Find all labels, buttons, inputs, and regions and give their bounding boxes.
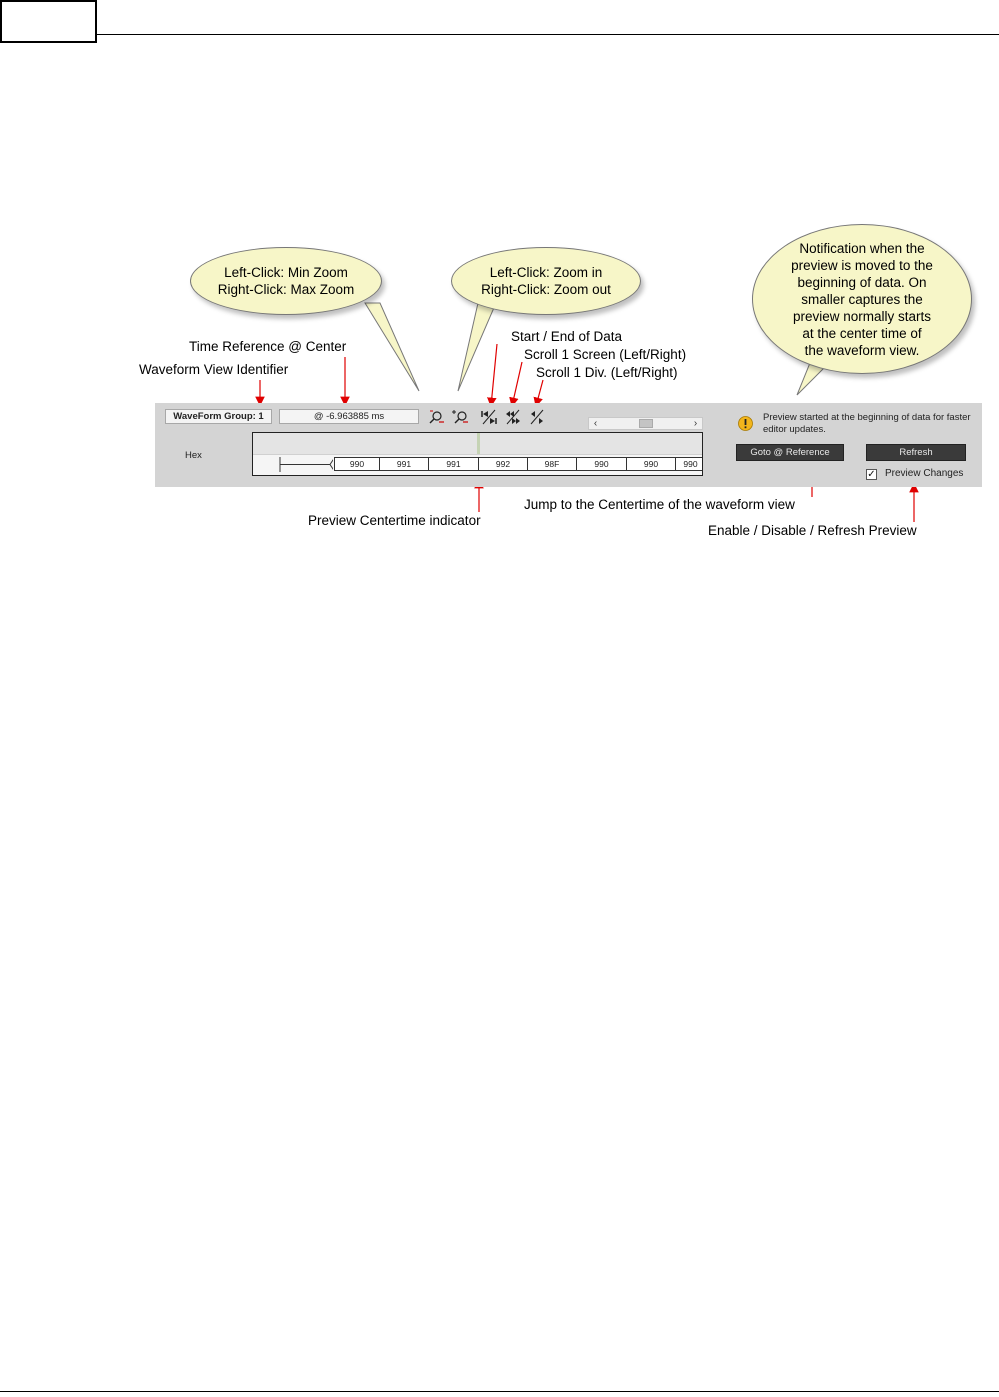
callout-zoom-min-line: Left-Click: Min Zoom [224, 265, 348, 280]
scroll-thumb[interactable] [639, 419, 653, 428]
hex-cell: 990 [675, 457, 703, 471]
zoom-min-icon[interactable] [428, 409, 446, 425]
waveform-group-label: WaveForm Group: 1 [165, 409, 272, 424]
hex-cell: 98F [527, 457, 576, 471]
hex-cell: 991 [428, 457, 478, 471]
notification-text: Preview started at the beginning of data for faster editor updates. [763, 412, 971, 435]
callout-tail-zoom-min [365, 303, 419, 391]
callout-notification-line: smaller captures the [801, 291, 923, 307]
hex-cell: 990 [576, 457, 626, 471]
zoom-in-icon[interactable] [452, 409, 470, 425]
waveform-view[interactable] [252, 432, 703, 476]
annotation-enable-refresh: Enable / Disable / Refresh Preview [708, 523, 917, 538]
preview-changes-checkbox[interactable]: ✓ [867, 469, 876, 480]
goto-reference-button[interactable]: Goto @ Reference [736, 444, 844, 461]
callout-zoom-min-max [190, 247, 382, 315]
annotation-view-identifier: Waveform View Identifier [139, 362, 289, 377]
callout-tail-zoom-in [458, 303, 496, 391]
callout-notification-line: the waveform view. [804, 342, 920, 358]
annotation-scroll-screen: Scroll 1 Screen (Left/Right) [524, 347, 687, 362]
warning-icon [738, 416, 753, 431]
horizontal-scrollbar[interactable] [588, 417, 703, 430]
callout-notification-line: preview normally starts [792, 308, 932, 324]
scroll-right-icon[interactable]: › [693, 418, 698, 429]
hex-cell: 991 [379, 457, 428, 471]
scroll-screen-icon[interactable] [504, 409, 522, 425]
callout-zoom-in-out [451, 247, 641, 315]
refresh-button[interactable]: Refresh [866, 444, 966, 461]
hex-cell: 990 [626, 457, 675, 471]
arrow-start-end [491, 344, 497, 406]
hex-cell: 990 [334, 457, 379, 471]
hex-cell: 992 [478, 457, 527, 471]
arrow-scroll-screen [512, 362, 522, 406]
row-label-hex: Hex [185, 450, 202, 461]
hex-bus-track [253, 455, 702, 475]
callout-notification [752, 224, 972, 374]
callout-notification-line: Notification when the [799, 240, 925, 256]
callout-zoom-in-line: Left-Click: Zoom in [489, 265, 603, 280]
annotation-start-end: Start / End of Data [511, 329, 623, 344]
annotation-scroll-div: Scroll 1 Div. (Left/Right) [536, 365, 678, 380]
annotation-centertime-indicator: Preview Centertime indicator [308, 513, 481, 528]
annotation-jump-centertime: Jump to the Centertime of the waveform view [524, 497, 795, 512]
callout-zoom-out-line: Right-Click: Zoom out [481, 282, 611, 297]
annotation-time-reference: Time Reference @ Center [189, 339, 347, 354]
preview-changes-label[interactable]: Preview Changes [885, 468, 964, 479]
callout-notification-line: at the center time of [802, 325, 922, 341]
time-reference-field: @ -6.963885 ms [279, 409, 419, 424]
centertime-marker [477, 433, 480, 454]
callout-notification-line: beginning of data. On [797, 274, 927, 290]
bus-start-shape [253, 455, 333, 475]
callout-zoom-max-line: Right-Click: Max Zoom [217, 282, 355, 297]
callout-notification-line: preview is moved to the [791, 257, 933, 273]
scroll-left-icon[interactable]: ‹ [593, 418, 598, 429]
scroll-div-icon[interactable] [528, 409, 546, 425]
start-end-icon[interactable] [480, 409, 498, 425]
